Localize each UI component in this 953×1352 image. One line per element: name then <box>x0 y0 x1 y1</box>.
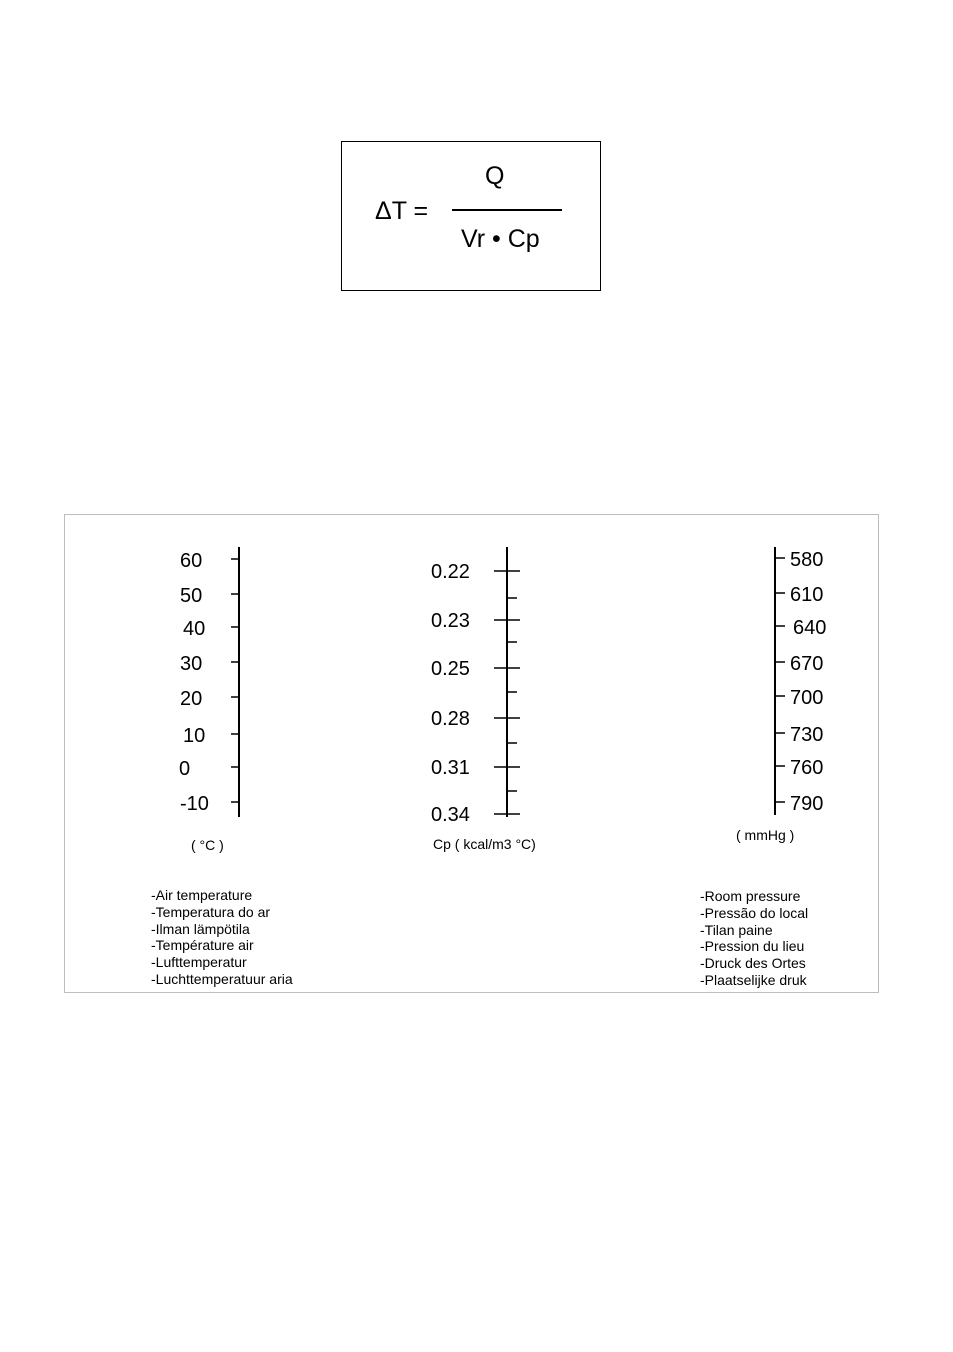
legend-item: -Room pressure <box>700 888 801 904</box>
formula-denominator-right: Cp <box>507 225 540 253</box>
cp-unit-label: Cp ( kcal/m3 °C) <box>433 836 536 852</box>
pressure-tick-label: 640 <box>793 617 827 639</box>
temperature-legend <box>151 887 293 988</box>
cp-tick-label: 0.28 <box>431 708 470 730</box>
cp-scale <box>431 547 520 826</box>
formula-numerator: Q <box>485 162 505 190</box>
temperature-tick-label: 30 <box>180 653 203 675</box>
pressure-legend <box>700 888 808 989</box>
legend-item: -Air temperature <box>151 887 253 903</box>
pressure-tick-label: 700 <box>790 687 824 709</box>
legend-item: -Lufttemperatur <box>151 954 247 971</box>
cp-tick-label: 0.25 <box>431 658 470 680</box>
legend-item: -Ilman lämpötila <box>151 920 250 937</box>
temperature-tick-label: 10 <box>183 725 206 747</box>
formula-box <box>341 141 601 291</box>
cp-tick-label: 0.22 <box>431 561 470 583</box>
temperature-tick-label: 50 <box>180 585 203 607</box>
temperature-tick-label: 40 <box>183 618 206 640</box>
pressure-unit-label: ( mmHg ) <box>736 827 795 843</box>
temperature-tick-label: -10 <box>180 793 209 815</box>
pressure-scale <box>775 547 826 815</box>
pressure-tick-label: 760 <box>790 757 824 779</box>
cp-tick-label: 0.31 <box>431 757 470 779</box>
temperature-unit-label: ( °C ) <box>191 837 224 853</box>
cp-tick-label: 0.34 <box>431 804 470 826</box>
legend-item: -Tilan paine <box>700 921 773 938</box>
pressure-tick-label: 610 <box>790 584 824 606</box>
temperature-scale <box>179 547 239 817</box>
temperature-tick-label: 0 <box>179 758 191 780</box>
legend-item: -Temperatura do ar <box>151 903 271 920</box>
pressure-tick-label: 670 <box>790 653 824 675</box>
pressure-tick-label: 730 <box>790 724 824 746</box>
cp-tick-label: 0.23 <box>431 610 470 632</box>
formula-lhs: ΔT = <box>375 197 429 225</box>
legend-item: -Luchttemperatuur aria <box>151 970 293 987</box>
formula-operator: • <box>492 225 501 253</box>
nomogram-chart <box>64 514 879 993</box>
fraction-bar <box>452 209 562 211</box>
legend-item: -Température air <box>151 937 254 954</box>
pressure-tick-label: 580 <box>790 549 824 571</box>
pressure-tick-label: 790 <box>790 793 824 815</box>
formula-denominator-left: Vr <box>461 225 486 253</box>
legend-item: -Plaatselijke druk <box>700 971 807 988</box>
formula-denominator <box>461 225 540 254</box>
temperature-tick-label: 20 <box>180 688 203 710</box>
legend-item: -Pression du lieu <box>700 938 805 955</box>
temperature-tick-label: 60 <box>180 550 203 572</box>
legend-item: -Druck des Ortes <box>700 955 806 972</box>
legend-item: -Pressão do local <box>700 904 809 921</box>
